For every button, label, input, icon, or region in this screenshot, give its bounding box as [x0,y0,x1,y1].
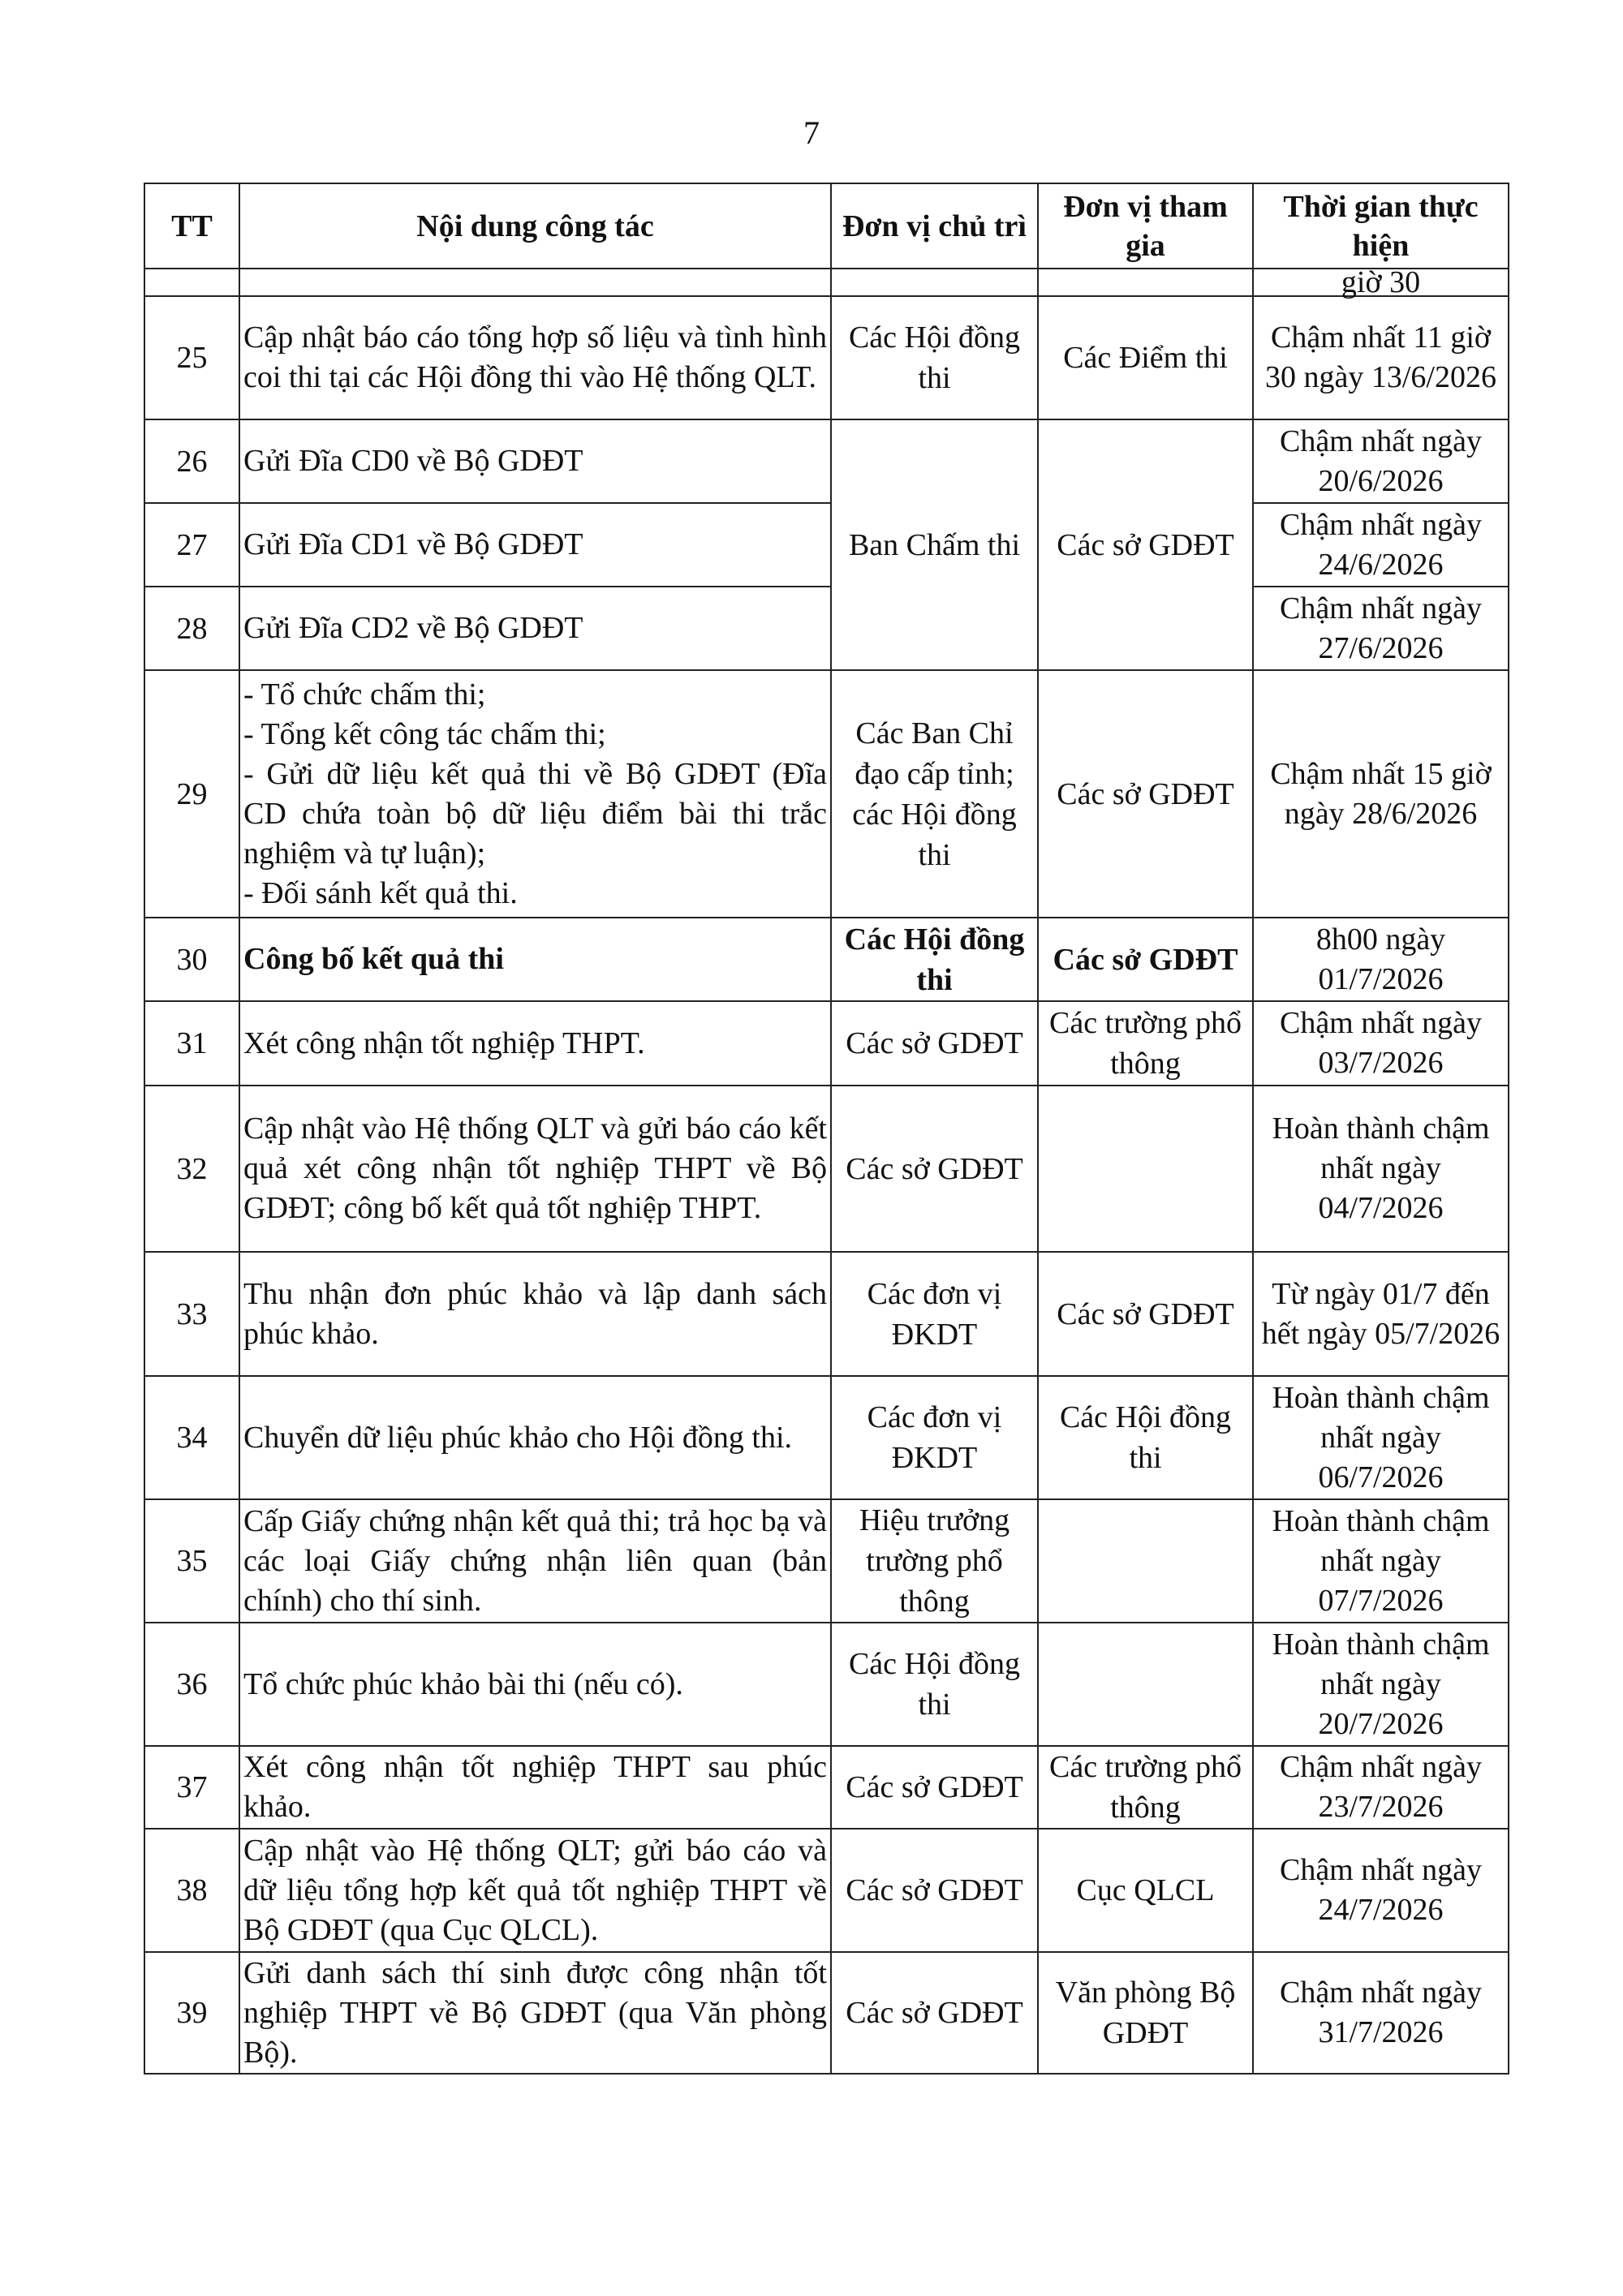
header-tt: TT [144,183,239,269]
row-number: 25 [144,296,239,419]
row-participants [1038,1086,1253,1252]
header-participants: Đơn vị tham gia [1038,183,1253,269]
row-host: Các Hội đồng thi [831,918,1038,1001]
row-number: 39 [144,1952,239,2074]
continuation-time: giờ 30 [1253,269,1509,296]
row-host: Hiệu trưởng trường phổ thông [831,1499,1038,1623]
group-host: Ban Chấm thi [831,419,1038,670]
row-time: Hoàn thành chậm nhất ngày 04/7/2026 [1253,1086,1509,1252]
row-host: Các sở GDĐT [831,1001,1038,1086]
row-content: Cập nhật vào Hệ thống QLT và gửi báo cáo kết quả xét công nhận tốt nghiệp THPT về Bộ GDĐT; công bố kết quả tốt nghiệp THPT. [239,1086,831,1252]
row-number: 28 [144,587,239,670]
row-content: Thu nhận đơn phúc khảo và lập danh sách phúc khảo. [239,1252,831,1376]
row-time: Chậm nhất ngày 20/6/2026 [1253,419,1509,503]
row-number: 26 [144,419,239,503]
row-host: Các đơn vị ĐKDT [831,1252,1038,1376]
row-time: Chậm nhất ngày 24/7/2026 [1253,1829,1509,1952]
row-content: Xét công nhận tốt nghiệp THPT. [239,1001,831,1086]
row-time: Hoàn thành chậm nhất ngày 07/7/2026 [1253,1499,1509,1623]
content-line: - Tổng kết công tác chấm thi; [243,716,606,751]
content-line: - Đối sánh kết quả thi. [243,875,518,910]
row-participants: Các trường phổ thông [1038,1001,1253,1086]
row-host: Các Ban Chỉ đạo cấp tỉnh; các Hội đồng thi [831,670,1038,918]
table-row [144,503,1509,587]
row-host: Các sở GDĐT [831,1952,1038,2074]
row-number: 27 [144,503,239,587]
row-time: Từ ngày 01/7 đến hết ngày 05/7/2026 [1253,1252,1509,1376]
row-number: 33 [144,1252,239,1376]
table-row [144,1376,1509,1499]
row-number: 29 [144,670,239,918]
table-row [144,296,1509,419]
table-row [144,1623,1509,1746]
row-content: Cập nhật báo cáo tổng hợp số liệu và tình hình coi thi tại các Hội đồng thi vào Hệ thống QLT. [239,296,831,419]
row-number: 38 [144,1829,239,1952]
row-participants [1038,1623,1253,1746]
row-content: Công bố kết quả thi [239,918,831,1001]
row-content: Gửi Đĩa CD2 về Bộ GDĐT [239,587,831,670]
row-participants: Cục QLCL [1038,1829,1253,1952]
table-row [144,419,1509,503]
row-time: Chậm nhất 15 giờ ngày 28/6/2026 [1253,670,1509,918]
row-time: Chậm nhất ngày 23/7/2026 [1253,1746,1509,1829]
row-participants [1038,1499,1253,1623]
row-number: 36 [144,1623,239,1746]
table-row [144,1001,1509,1086]
header-row [144,183,1509,269]
row-number: 35 [144,1499,239,1623]
table-row [144,1952,1509,2074]
row-content: Cập nhật vào Hệ thống QLT; gửi báo cáo và dữ liệu tổng hợp kết quả tốt nghiệp THPT về Bộ GDĐT (qua Cục QLCL). [239,1829,831,1952]
row-content [239,670,831,918]
row-content: Tổ chức phúc khảo bài thi (nếu có). [239,1623,831,1746]
row-host: Các sở GDĐT [831,1086,1038,1252]
table-row [144,587,1509,670]
page-number: 7 [803,114,820,151]
row-content: Gửi danh sách thí sinh được công nhận tốt nghiệp THPT về Bộ GDĐT (qua Văn phòng Bộ). [239,1952,831,2074]
row-content: Gửi Đĩa CD1 về Bộ GDĐT [239,503,831,587]
table-row [144,1746,1509,1829]
row-host: Các sở GDĐT [831,1829,1038,1952]
content-line: - Tổ chức chấm thi; [243,677,486,712]
row-time: Chậm nhất ngày 03/7/2026 [1253,1001,1509,1086]
header-content: Nội dung công tác [239,183,831,269]
row-host: Các Hội đồng thi [831,296,1038,419]
row-time: Chậm nhất 11 giờ 30 ngày 13/6/2026 [1253,296,1509,419]
continuation-row [144,269,1509,296]
header-time: Thời gian thực hiện [1253,183,1509,269]
table-row [144,918,1509,1001]
row-host: Các đơn vị ĐKDT [831,1376,1038,1499]
row-participants: Các Điểm thi [1038,296,1253,419]
row-content: Cấp Giấy chứng nhận kết quả thi; trả học bạ và các loại Giấy chứng nhận liên quan (bản chính) cho thí sinh. [239,1499,831,1623]
row-participants: Các Hội đồng thi [1038,1376,1253,1499]
group-participants: Các sở GDĐT [1038,419,1253,670]
row-time: 8h00 ngày 01/7/2026 [1253,918,1509,1001]
row-number: 37 [144,1746,239,1829]
row-participants: Văn phòng Bộ GDĐT [1038,1952,1253,2074]
table-row [144,1499,1509,1623]
row-content: Chuyển dữ liệu phúc khảo cho Hội đồng thi. [239,1376,831,1499]
row-time: Hoàn thành chậm nhất ngày 06/7/2026 [1253,1376,1509,1499]
row-time: Hoàn thành chậm nhất ngày 20/7/2026 [1253,1623,1509,1746]
table-row [144,1086,1509,1252]
header-host: Đơn vị chủ trì [831,183,1038,269]
content-line: - Gửi dữ liệu kết quả thi về Bộ GDĐT (Đĩa CD chứa toàn bộ dữ liệu điểm bài thi trắc nghiệm và tự luận); [243,756,827,871]
table-row [144,1829,1509,1952]
row-participants: Các trường phổ thông [1038,1746,1253,1829]
row-content: Gửi Đĩa CD0 về Bộ GDĐT [239,419,831,503]
row-time: Chậm nhất ngày 24/6/2026 [1253,503,1509,587]
row-number: 30 [144,918,239,1001]
table-row [144,1252,1509,1376]
schedule-table [144,183,1509,2075]
row-host: Các Hội đồng thi [831,1623,1038,1746]
row-number: 34 [144,1376,239,1499]
row-time: Chậm nhất ngày 27/6/2026 [1253,587,1509,670]
row-participants: Các sở GDĐT [1038,670,1253,918]
row-number: 32 [144,1086,239,1252]
row-content: Xét công nhận tốt nghiệp THPT sau phúc khảo. [239,1746,831,1829]
row-number: 31 [144,1001,239,1086]
table-row [144,670,1509,918]
row-host: Các sở GDĐT [831,1746,1038,1829]
row-time: Chậm nhất ngày 31/7/2026 [1253,1952,1509,2074]
row-participants: Các sở GDĐT [1038,918,1253,1001]
row-participants: Các sở GDĐT [1038,1252,1253,1376]
